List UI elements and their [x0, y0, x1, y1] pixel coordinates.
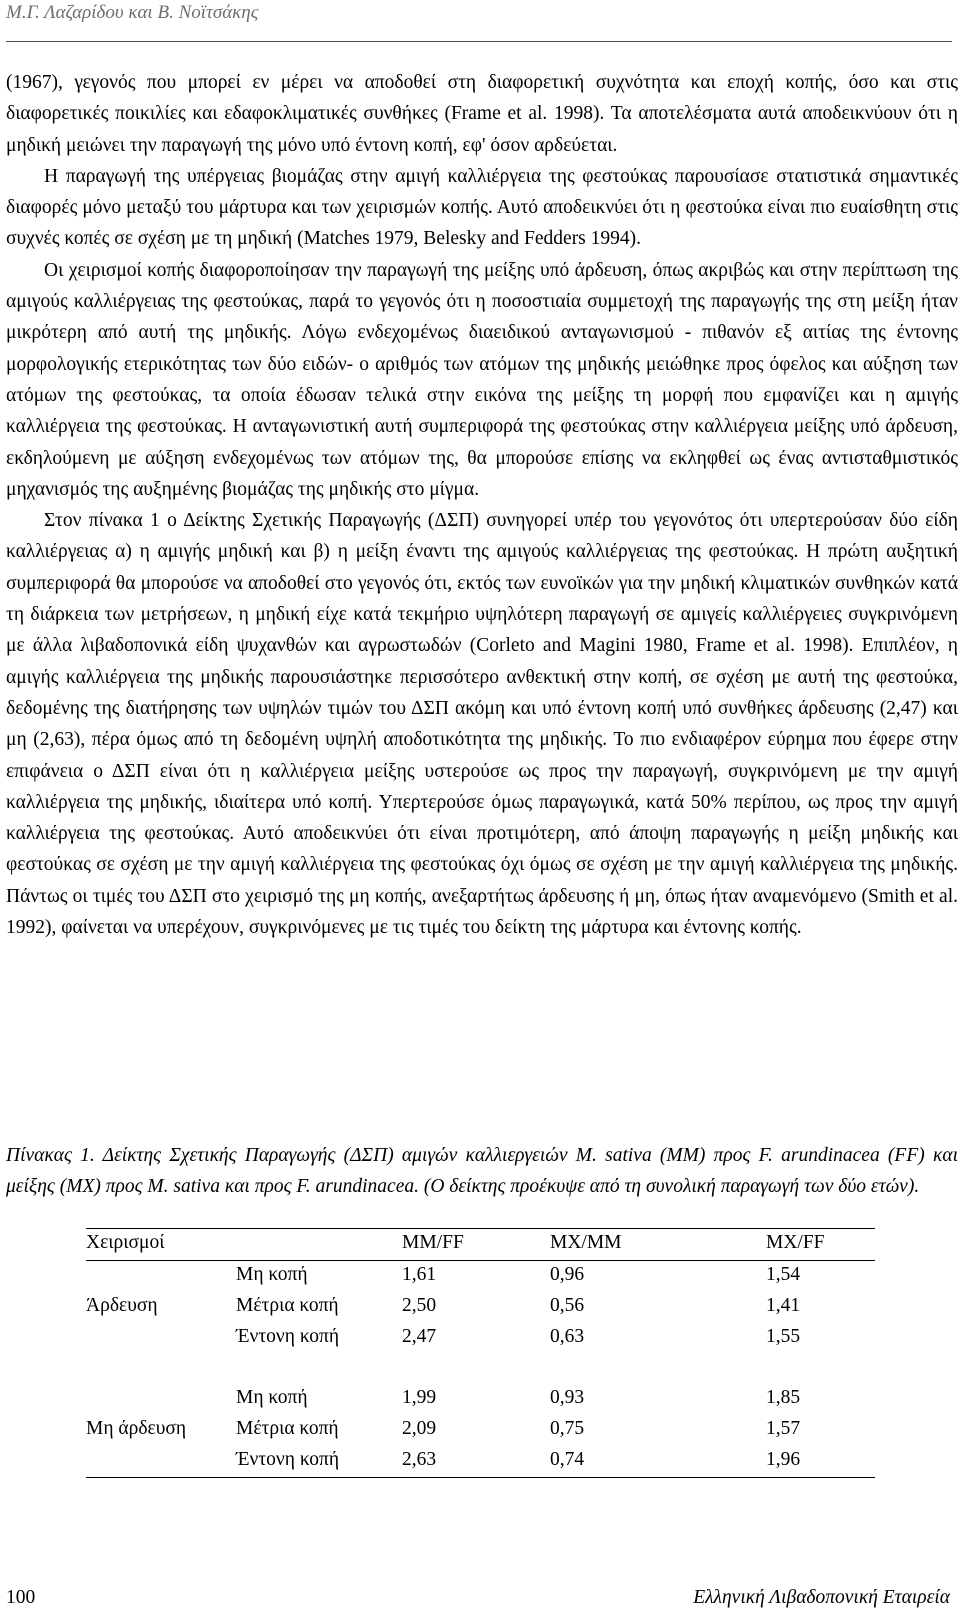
cell-treatment: Μέτρια κοπή — [236, 1418, 339, 1439]
cell-treatment: Έντονη κοπή — [236, 1326, 340, 1347]
cell-mx-mm: 0,96 — [550, 1264, 585, 1285]
table-caption: Πίνακας 1. Δείκτης Σχετικής Παραγωγής (ΔΣΠ) αμιγών καλλιεργειών M. sativa (ΜΜ) προς F. arundinacea (FF) και μείξης (ΜΧ) προς M. sativa και προς F. arundinacea. (Ο δείκτης προέκυψε από τη συνολική παραγωγή των δύο ετών). — [6, 1145, 958, 1198]
group-irrigation — [86, 1261, 875, 1354]
cell-mx-ff: 1,96 — [766, 1449, 801, 1470]
paragraph: Οι χειρισμοί κοπής διαφοροποίησαν την παραγωγή της μείξης υπό άρδευση, όπως ακριβώς και στην περίπτωση της αμιγούς καλλιέργειας της φεστούκας, παρά το γεγονός ότι η ποσοστιαία συμμετοχή της παραγωγής της στη μείξη ήταν μικρότερη από αυτή της μηδικής. Λόγω ενδεχομένως διαειδικού ανταγωνισμού - πιθανόν εξ αιτίας της έντονης μορφολογικής ετερικότητας των δύο ειδών- ο αριθμός των ατόμων της μηδικής μειώθηκε προς όφελος και αύξηση των ατόμων της φεστούκας, τα οποία έδωσαν τελικά στην εικόνα της μείξης τη μορφή που εμφανίζει και η αμιγής καλλιέργεια της φεστούκας. Η ανταγωνιστική αυτή συμπεριφορά της φεστούκας στην καλλιέργεια μείξης υπό άρδευση, εκδηλούμενη με αύξηση ενδεχομένως των ατόμων της, θα μπορούσε επίσης να εκληφθεί ως ένας αντισταθμιστικός μηχανισμός της αυξημένης βιομάζας της μηδικής στο μίγμα. — [6, 259, 958, 500]
cell-mx-ff: 1,55 — [766, 1326, 801, 1347]
cell-treatment: Έντονη κοπή — [236, 1449, 340, 1470]
paragraph: Η παραγωγή της υπέργειας βιομάζας στην αμιγή καλλιέργεια της φεστούκας παρουσίασε στατιστικά σημαντικές διαφορές μόνο μεταξύ του μάρτυρα και των χειρισμών κοπής. Αυτό αποδεικνύει ότι η φεστούκα είναι πιο ευαίσθητη στις συχνές κοπές σε σχέση με τη μηδική (Matches 1979, Belesky and Fedders 1994). — [6, 165, 958, 250]
results-table — [86, 1228, 875, 1478]
running-head: Μ.Γ. Λαζαρίδου και Β. Νοϊτσάκης — [6, 2, 259, 23]
cell-mx-mm: 0,75 — [550, 1418, 585, 1439]
cell-mm-ff: 1,99 — [402, 1387, 437, 1408]
table-header-row — [86, 1229, 875, 1260]
page-number: 100 — [6, 1587, 36, 1608]
header-mx-ff: ΜΧ/FF — [766, 1232, 825, 1253]
group-no-irrigation — [86, 1384, 875, 1477]
cell-mx-mm: 0,56 — [550, 1295, 585, 1316]
group-label-no-irrigation: Μη άρδευση — [86, 1418, 187, 1439]
table-bottom-rule — [86, 1477, 875, 1478]
cell-mm-ff: 2,47 — [402, 1326, 437, 1347]
cell-mx-mm: 0,93 — [550, 1387, 585, 1408]
cell-treatment: Μέτρια κοπή — [236, 1295, 339, 1316]
table-row — [86, 1292, 875, 1323]
paragraph: Στον πίνακα 1 ο Δείκτης Σχετικής Παραγωγής (ΔΣΠ) συνηγορεί υπέρ του γεγονότος ότι υπερτερούσαν δύο είδη καλλιέργειας α) η αμιγής μηδική και β) η μείξη έναντι της αμιγούς καλλιέργειας της φεστούκας. Η πρώτη αυξητική συμπεριφορά θα μπορούσε να αποδοθεί στο γεγονός ότι, εκτός των ευνοϊκών για την μηδική κλιματικών συνθηκών κατά τη διάρκεια των μετρήσεων, η μηδική είχε κατά τεκμήριο υψηλότερη παραγωγή σε αμιγείς καλλιέργειες συγκρινόμενη με άλλα λιβαδοπονικά είδη ψυχανθών και αγρωστωδών (Corleto and Magini 1980, Frame et al. 1998). Επιπλέον, η αμιγής καλλιέργεια της μηδικής παρουσιάστηκε περισσότερο ανθεκτική στην κοπή, σε σχέση με αυτή της φεστούκα, δεδομένης της διατήρησης των υψηλών τιμών του ΔΣΠ ακόμη και υπό έντονη κοπή υπό συνθήκες άρδευσης (2,47) και μη (2,63), πέρα όμως από τη δεδομένη υψηλή αποδοτικότητα της μηδικής. Το πιο ενδιαφέρον εύρημα που έφερε στην επιφάνεια ο ΔΣΠ είναι ότι η καλλιέργεια μείξης υστερούσε ως προς την παραγωγή, συγκρινόμενη με την αμιγή καλλιέργεια της μηδικής, ιδιαίτερα υπό κοπή. Υπερτερούσε όμως παραγωγικά, κατά 50% περίπου, ως προς την αμιγή καλλιέργεια της φεστούκας. Αυτό αποδεικνύει ότι είναι προτιμότερη, από άποψη παραγωγής η μείξη μηδικής και φεστούκας σε σχέση με την αμιγή καλλιέργεια της φεστούκας όχι όμως σε σχέση με την αμιγή καλλιέργεια της μηδικής. Πάντως οι τιμές του ΔΣΠ στο χειρισμό της μη κοπής, ανεξαρτήτως άρδευσης ή μη, όπως ήταν αναμενόμενο (Smith et al. 1992), φαίνεται να υπερέχουν, συγκρινόμενες με τις τιμές του δείκτη της μάρτυρα και έντονης κοπής. — [6, 510, 958, 939]
cell-mx-mm: 0,74 — [550, 1449, 585, 1470]
table-row — [86, 1261, 875, 1292]
cell-mx-ff: 1,54 — [766, 1264, 801, 1285]
cell-mx-mm: 0,63 — [550, 1326, 585, 1347]
cell-mx-ff: 1,57 — [766, 1418, 801, 1439]
header-rule — [6, 41, 952, 42]
cell-mm-ff: 2,50 — [402, 1295, 437, 1316]
table-row — [86, 1384, 875, 1415]
table-row — [86, 1323, 875, 1354]
header-mm-ff: ΜΜ/FF — [402, 1232, 464, 1253]
paragraph: (1967), γεγονός που μπορεί εν μέρει να αποδοθεί στη διαφορετική συχνότητα και εποχή κοπής, όσο και στις διαφορετικές ποικιλίες και εδαφοκλιματικές συνθήκες (Frame et al. 1998). Τα αποτελέσματα αυτά αποδεικνύουν ότι η μηδική μειώνει την παραγωγή της μόνο υπό έντονη κοπή, εφ' όσον αρδεύεται. — [6, 72, 958, 156]
header-treatments: Χειρισμοί — [86, 1232, 165, 1253]
header-mx-mm: ΜΧ/ΜΜ — [550, 1232, 622, 1253]
journal-name: Ελληνική Λιβαδοπονική Εταιρεία — [693, 1587, 950, 1608]
cell-mm-ff: 2,09 — [402, 1418, 437, 1439]
cell-treatment: Μη κοπή — [236, 1387, 308, 1408]
cell-mm-ff: 1,61 — [402, 1264, 437, 1285]
cell-treatment: Μη κοπή — [236, 1264, 308, 1285]
table-row — [86, 1415, 875, 1446]
group-spacer — [86, 1354, 875, 1384]
cell-mx-ff: 1,85 — [766, 1387, 801, 1408]
cell-mx-ff: 1,41 — [766, 1295, 801, 1316]
group-label-irrigation: Άρδευση — [86, 1295, 158, 1316]
cell-mm-ff: 2,63 — [402, 1449, 437, 1470]
body-text — [6, 67, 958, 943]
table-row — [86, 1446, 875, 1477]
